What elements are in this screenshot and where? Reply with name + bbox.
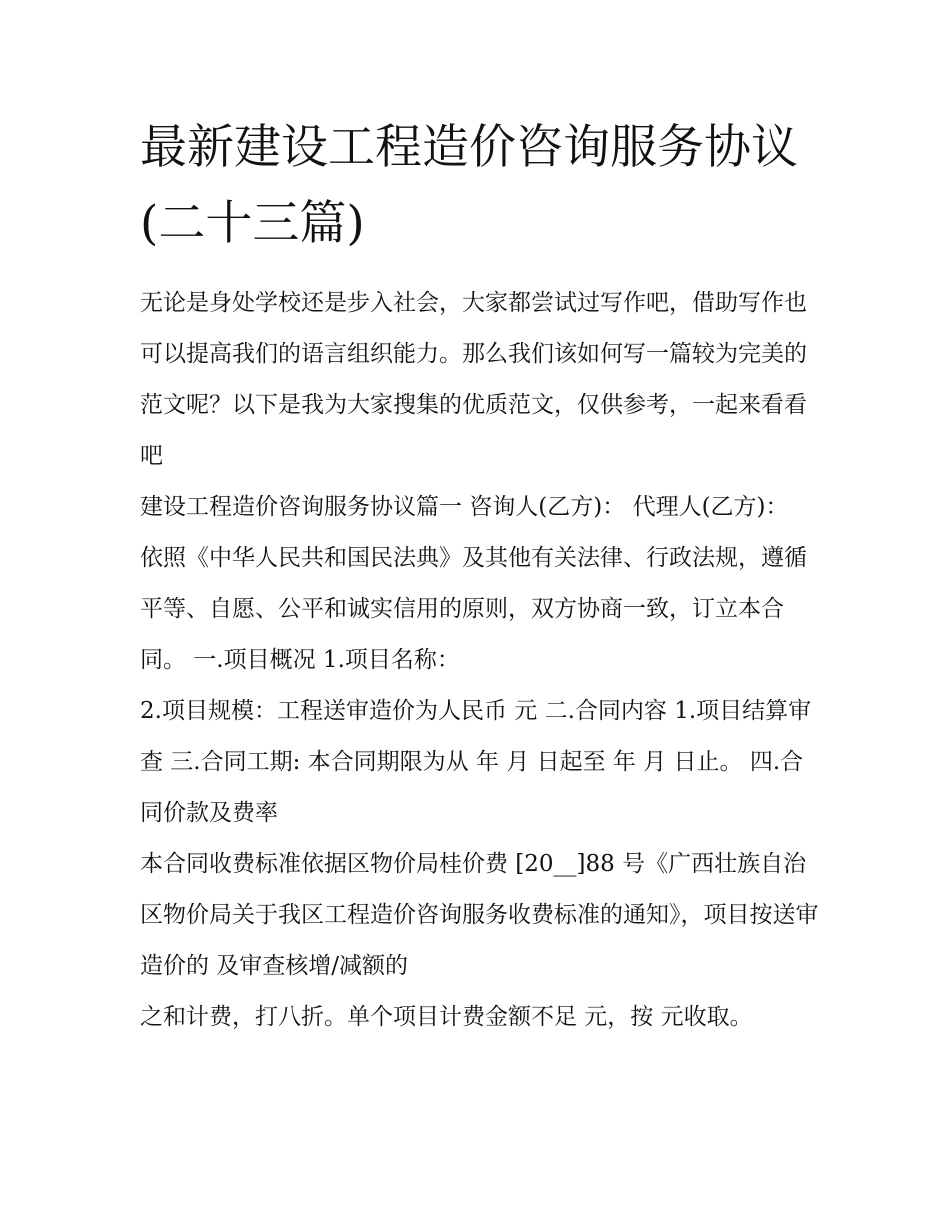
paragraph-fee-calc: 之和计费，打八折。单个项目计费金额不足 元，按 元收取。 [140, 1004, 753, 1030]
paragraph-intro: 无论是身处学校还是步入社会，大家都尝试过写作吧，借助写作也可以提高我们的语言组织能力。那么我们该如何写一篇较为完美的范文呢？以下是我为大家搜集的优质范文，仅供参考，一起来看看吧 [140, 290, 807, 469]
document-title: 最新建设工程造价咨询服务协议(二十三篇) [140, 120, 798, 251]
paragraph-scope: 2.项目规模：工程送审造价为人民币 元 二.合同内容 1.项目结算审查 三.合同工期: 本合同期限为从 年 月 日起至 年 月 日止。 四.合同价款及费率 [140, 698, 812, 826]
paragraph-basis: 依照《中华人民共和国民法典》及其他有关法律、行政法规，遵循平等、自愿、公平和诚实信用的原则，双方协商一致，订立本合同。 一.项目概况 1.项目名称： [140, 545, 807, 673]
document-body [140, 278, 820, 1043]
paragraph-parties: 建设工程造价咨询服务协议篇一 咨询人(乙方)： 代理人(乙方)： [140, 494, 789, 520]
paragraph-fee-standard: 本合同收费标准依据区物价局桂价费 [20__]88 号《广西壮族自治区物价局关于我区工程造价咨询服务收费标准的通知》，项目按送审造价的 及审查核增/减额的 [140, 851, 819, 979]
